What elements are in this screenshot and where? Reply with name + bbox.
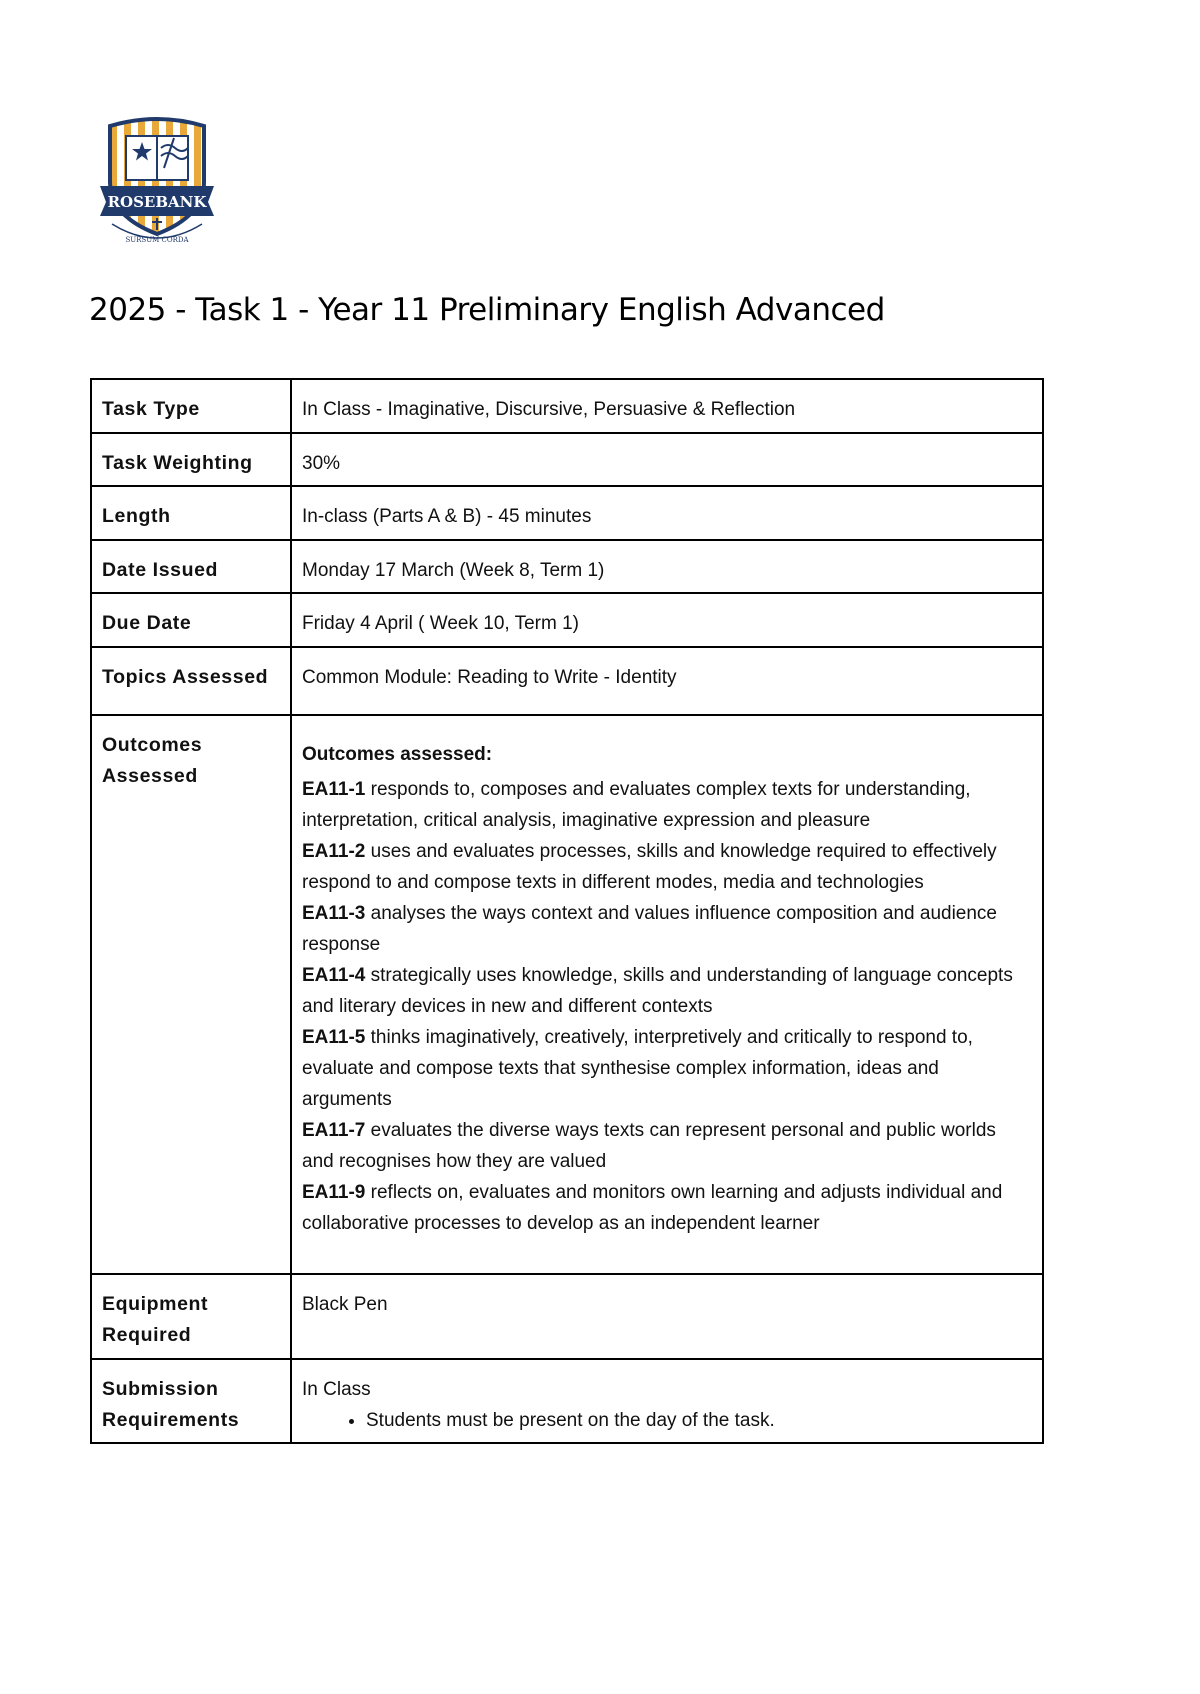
table-row-task-type	[91, 379, 1043, 433]
row-label: Submission Requirements	[91, 1359, 291, 1443]
task-details-table	[90, 378, 1044, 1444]
outcomes-heading: Outcomes assessed:	[302, 744, 493, 765]
outcome-code: EA11-9	[302, 1182, 366, 1203]
row-label: Length	[91, 486, 291, 540]
row-value: Black Pen	[291, 1274, 1043, 1359]
outcome-text: thinks imaginatively, creatively, interpretively and critically to respond to, evaluate and compose texts that synthesise complex information, ideas and arguments	[302, 1027, 973, 1110]
outcome-text: evaluates the diverse ways texts can represent personal and public worlds and recognises how they are valued	[302, 1120, 996, 1172]
crest-banner-text: ROSEBANK	[107, 193, 207, 211]
list-item: • Students must be present on the day of the task.	[366, 1405, 1032, 1436]
row-label: Task Weighting	[91, 433, 291, 486]
row-label: Equipment Required	[91, 1274, 291, 1359]
table-row-outcomes-assessed	[91, 715, 1043, 1274]
row-value: Monday 17 March (Week 8, Term 1)	[291, 540, 1043, 593]
submission-cell	[291, 1359, 1043, 1443]
outcome-item	[302, 1022, 1032, 1115]
table-row-length	[91, 486, 1043, 540]
row-label: Outcomes Assessed	[91, 715, 291, 1274]
outcome-code: EA11-5	[302, 1027, 366, 1048]
crest-icon	[96, 112, 218, 252]
outcome-item	[302, 1115, 1032, 1177]
outcome-item	[302, 1177, 1032, 1239]
row-value: In-class (Parts A & B) - 45 minutes	[291, 486, 1043, 540]
outcome-code: EA11-7	[302, 1120, 366, 1141]
row-value: In Class - Imaginative, Discursive, Persuasive & Reflection	[291, 379, 1043, 433]
submission-value: In Class	[302, 1379, 371, 1400]
outcome-text: uses and evaluates processes, skills and knowledge required to effectively respond to and compose texts in different modes, media and technologies	[302, 841, 997, 893]
row-value: 30%	[291, 433, 1043, 486]
outcome-code: EA11-2	[302, 841, 366, 862]
row-value: Friday 4 April ( Week 10, Term 1)	[291, 593, 1043, 647]
table-row-topics-assessed	[91, 647, 1043, 715]
outcome-text: strategically uses knowledge, skills and understanding of language concepts and literary devices in new and different contexts	[302, 965, 1013, 1017]
row-label: Due Date	[91, 593, 291, 647]
table-row-due-date	[91, 593, 1043, 647]
crest-motto: SURSUM CORDA	[125, 236, 189, 244]
table-row-submission-requirements	[91, 1359, 1043, 1443]
outcome-item	[302, 774, 1032, 836]
table-row-date-issued	[91, 540, 1043, 593]
outcome-item	[302, 960, 1032, 1022]
outcomes-cell	[291, 715, 1043, 1274]
outcome-text: responds to, composes and evaluates complex texts for understanding, interpretation, critical analysis, imaginative expression and pleasure	[302, 779, 971, 831]
table-row-task-weighting	[91, 433, 1043, 486]
row-label: Task Type	[91, 379, 291, 433]
outcome-code: EA11-4	[302, 965, 366, 986]
row-label: Date Issued	[91, 540, 291, 593]
row-label: Topics Assessed	[91, 647, 291, 715]
school-crest-logo	[96, 112, 218, 252]
outcome-code: EA11-1	[302, 779, 366, 800]
outcome-text: reflects on, evaluates and monitors own learning and adjusts individual and collaborative processes to develop as an independent learner	[302, 1182, 1003, 1234]
outcome-item	[302, 898, 1032, 960]
document-title: 2025 - Task 1 - Year 11 Preliminary English Advanced	[89, 292, 885, 328]
table-row-equipment-required	[91, 1274, 1043, 1359]
outcome-code: EA11-3	[302, 903, 366, 924]
outcome-item	[302, 836, 1032, 898]
outcome-text: analyses the ways context and values influence composition and audience response	[302, 903, 997, 955]
row-value: Common Module: Reading to Write - Identity	[291, 647, 1043, 715]
submission-bullets	[302, 1405, 1032, 1436]
